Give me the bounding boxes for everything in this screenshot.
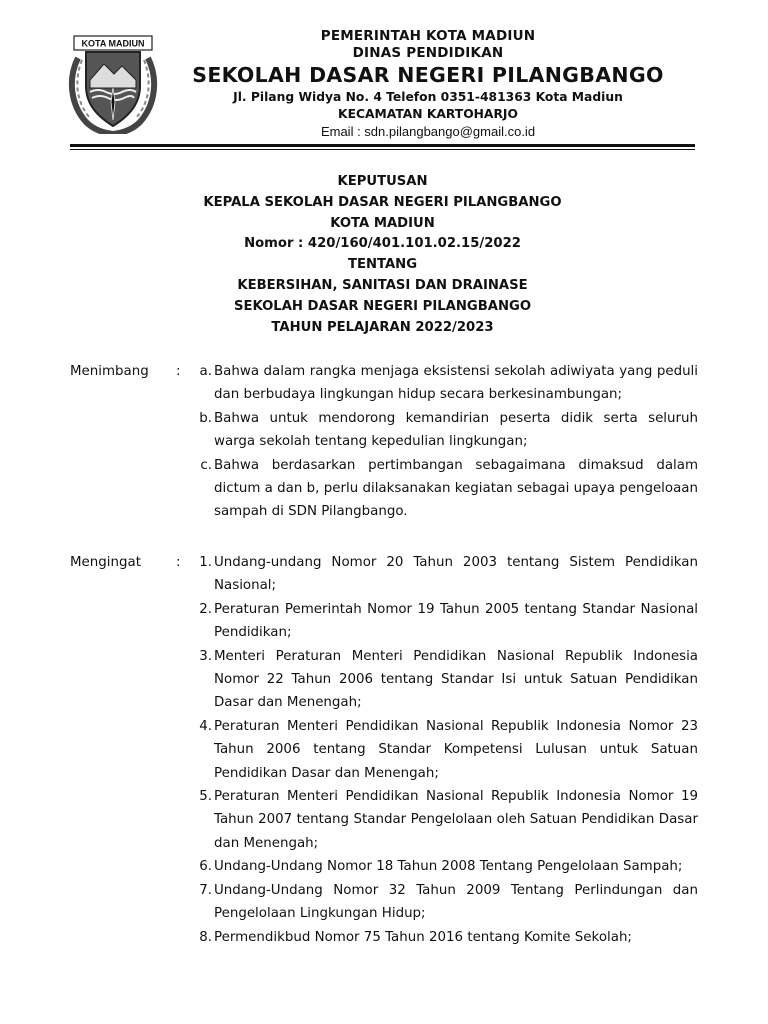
- title-line: KEBERSIHAN, SANITASI DAN DRAINASE: [237, 277, 528, 293]
- list-item: [70, 855, 698, 878]
- list-item: [70, 360, 698, 407]
- item-marker: 8.: [199, 929, 212, 945]
- list-item: [70, 645, 698, 715]
- item-text: Undang-undang Nomor 20 Tahun 2003 tentang Sistem Pendidikan Nasional;: [214, 555, 698, 594]
- item-marker: 2.: [199, 601, 212, 617]
- item-text: Peraturan Menteri Pendidikan Nasional Republik Indonesia Nomor 23 Tahun 2006 tentang Standar Kompetensi Lulusan untuk Satuan Pendidikan Dasar dan Menengah;: [214, 718, 698, 781]
- item-text: Bahwa dalam rangka menjaga eksistensi sekolah adiwiyata yang peduli dan berbudaya lingkungan hidup secara berkesinambungan;: [214, 364, 698, 403]
- decree-title: [70, 172, 695, 338]
- government-name: PEMERINTAH KOTA MADIUN: [320, 28, 536, 44]
- section-colon: :: [176, 364, 181, 379]
- title-line: KEPALA SEKOLAH DASAR NEGERI PILANGBANGO: [203, 194, 562, 210]
- list-item: [70, 926, 698, 949]
- item-text: Peraturan Menteri Pendidikan Nasional Republik Indonesia Nomor 19 Tahun 2007 tentang Standar Pengelolaan oleh Satuan Pendidikan Dasar dan Menengah;: [214, 789, 698, 851]
- title-line: TAHUN PELAJARAN 2022/2023: [271, 319, 494, 335]
- section-label: Menimbang: [70, 364, 149, 379]
- item-text: Bahwa berdasarkan pertimbangan sebagaimana dimaksud dalam dictum a dan b, perlu dilaksanakan kegiatan sebagai upaya pengeloaan sampah di SDN Pilangbango.: [214, 457, 698, 520]
- emblem-banner-text: KOTA MADIUN: [81, 38, 145, 49]
- item-text: Bahwa untuk mendorong kemandirian peserta didik serta seluruh warga sekolah tentang kepedulian lingkungan;: [214, 410, 698, 450]
- title-line: KOTA MADIUN: [330, 215, 435, 231]
- title-line: SEKOLAH DASAR NEGERI PILANGBANGO: [233, 298, 532, 314]
- section-colon: :: [176, 555, 181, 570]
- decree-number: Nomor : 420/160/401.101.02.15/2022: [244, 236, 521, 252]
- school-email: Email : sdn.pilangbango@gmail.co.id: [320, 124, 536, 139]
- kota-madiun-emblem: [64, 30, 162, 134]
- menimbang-section: [70, 360, 698, 524]
- item-text: Menteri Peraturan Menteri Pendidikan Nasional Republik Indonesia Nomor 22 Tahun 2006 tentang Standar Isi untuk Satuan Pendidikan Dasar dan Menengah;: [214, 648, 698, 711]
- letterhead: [168, 28, 688, 140]
- school-address: Jl. Pilang Widya No. 4 Telefon 0351-481363 Kota Madiun: [233, 90, 623, 104]
- letterhead-rule-thick: [70, 144, 695, 147]
- item-marker: 1.: [199, 555, 212, 570]
- letterhead-rule-thin: [70, 149, 695, 150]
- item-marker: c.: [200, 457, 212, 473]
- item-marker: b.: [199, 410, 212, 426]
- item-text: Undang-Undang Nomor 18 Tahun 2008 Tentang Pengelolaan Sampah;: [214, 859, 683, 875]
- item-marker: 4.: [199, 718, 212, 734]
- list-item: [70, 407, 698, 454]
- item-marker: 7.: [199, 882, 212, 898]
- title-line: TENTANG: [347, 257, 418, 273]
- item-marker: a.: [199, 364, 212, 379]
- title-line: KEPUTUSAN: [337, 174, 428, 189]
- item-text: Peraturan Pemerintah Nomor 19 Tahun 2005 tentang Standar Nasional Pendidikan;: [214, 601, 698, 641]
- department-name: DINAS PENDIDIKAN: [352, 45, 504, 61]
- list-item: [70, 879, 698, 926]
- item-text: Permendikbud Nomor 75 Tahun 2016 tentang Komite Sekolah;: [214, 929, 632, 945]
- school-name: SEKOLAH DASAR NEGERI PILANGBANGO: [192, 63, 664, 87]
- section-label: Mengingat: [70, 555, 141, 570]
- list-item: [70, 454, 698, 524]
- item-marker: 6.: [199, 859, 212, 875]
- item-text: Undang-Undang Nomor 32 Tahun 2009 Tentang Perlindungan dan Pengelolaan Lingkungan Hidup;: [214, 882, 698, 922]
- list-item: [70, 715, 698, 785]
- item-marker: 3.: [199, 648, 212, 664]
- item-marker: 5.: [199, 789, 212, 805]
- list-item: [70, 785, 698, 855]
- list-item: [70, 598, 698, 645]
- district-name: KECAMATAN KARTOHARJO: [338, 107, 518, 121]
- list-item: [70, 551, 698, 598]
- mengingat-section: [70, 551, 698, 949]
